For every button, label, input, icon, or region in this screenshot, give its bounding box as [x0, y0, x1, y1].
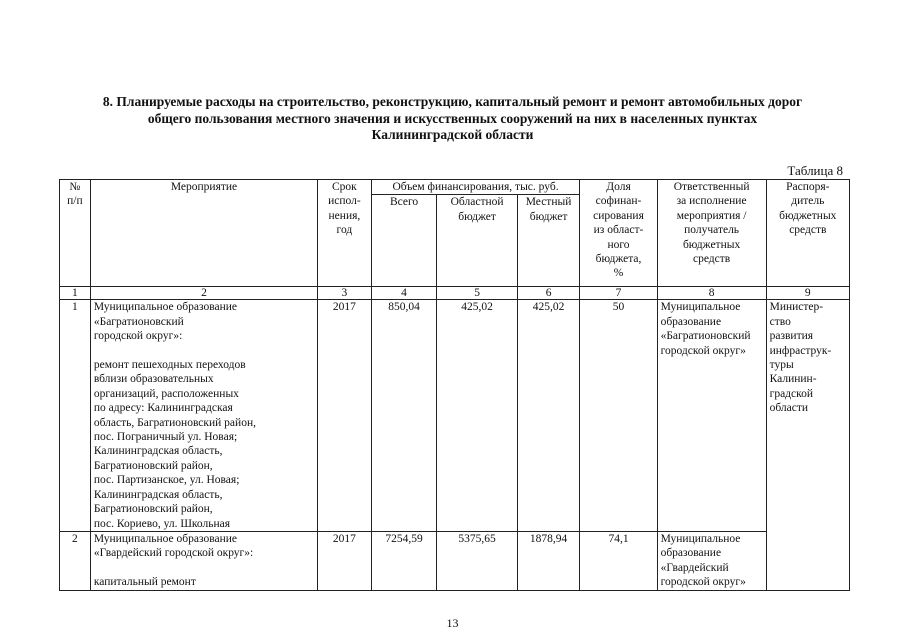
column-number: 5 [437, 287, 517, 300]
row-year: 2017 [318, 531, 371, 590]
header-funding: Объем финансирования, тыс. руб. [371, 180, 580, 195]
table-row [60, 531, 850, 590]
header-num: № п/п [60, 180, 91, 287]
row-num: 1 [60, 300, 91, 532]
row-year: 2017 [318, 300, 371, 532]
column-number: 8 [657, 287, 766, 300]
row-manager: Министер- ство развития инфраструк- туры Калинин- градской области [766, 300, 849, 590]
row-num: 2 [60, 531, 91, 590]
column-number: 9 [766, 287, 849, 300]
column-number-row [60, 287, 850, 300]
column-number: 4 [371, 287, 437, 300]
header-term: Срок испол- нения, год [318, 180, 371, 287]
heading-line-1: 8. Планируемые расходы на строительство, реконструкцию, капитальный ремонт и ремонт автомобильных дорог [102, 94, 803, 109]
table-row [60, 300, 850, 532]
row-responsible: Муниципальное образование «Багратионовский городской округ» [657, 300, 766, 532]
row-share: 50 [580, 300, 657, 532]
column-number: 1 [60, 287, 91, 300]
header-responsible: Ответственный за исполнение мероприятия / получатель бюджетных средств [657, 180, 766, 287]
table-caption: Таблица 8 [787, 163, 843, 178]
header-share: Доля софинан- сирования из област- ного бюджета, % [580, 180, 657, 287]
row-share: 74,1 [580, 531, 657, 590]
header-regional: Областной бюджет [437, 195, 517, 287]
column-number: 2 [90, 287, 317, 300]
column-number: 7 [580, 287, 657, 300]
row-regional: 425,02 [437, 300, 517, 532]
header-total: Всего [371, 195, 437, 287]
column-number: 3 [318, 287, 371, 300]
column-number: 6 [517, 287, 580, 300]
row-local: 1878,94 [517, 531, 580, 590]
row-measure: Муниципальное образование «Багратионовский городской округ»: ремонт пешеходных переходов вблизи образовательных организаций, расположенных по адресу: Калининградская область, Багратионовский район, пос. Пограничный ул. Новая; Калининградская область, Багратионовский район, пос. Партизанское, ул. Новая; Калининградская область, Багратионовский район, пос. Кориево, ул. Школьная [90, 300, 317, 532]
row-regional: 5375,65 [437, 531, 517, 590]
header-measure: Мероприятие [90, 180, 317, 287]
section-heading [30, 94, 875, 144]
expenses-table [59, 179, 850, 591]
row-total: 7254,59 [371, 531, 437, 590]
header-manager: Распоря- дитель бюджетных средств [766, 180, 849, 287]
heading-line-3: Калининградской области [371, 127, 534, 142]
heading-line-2: общего пользования местного значения и искусственных сооружений на них в населенных пунктах [147, 110, 758, 126]
header-local: Местный бюджет [517, 195, 580, 287]
row-total: 850,04 [371, 300, 437, 532]
header-row-1 [60, 180, 850, 195]
row-local: 425,02 [517, 300, 580, 532]
page-number: 13 [446, 616, 459, 630]
row-measure: Муниципальное образование «Гвардейский городской округ»: капитальный ремонт [90, 531, 317, 590]
row-responsible: Муниципальное образование «Гвардейский городской округ» [657, 531, 766, 590]
